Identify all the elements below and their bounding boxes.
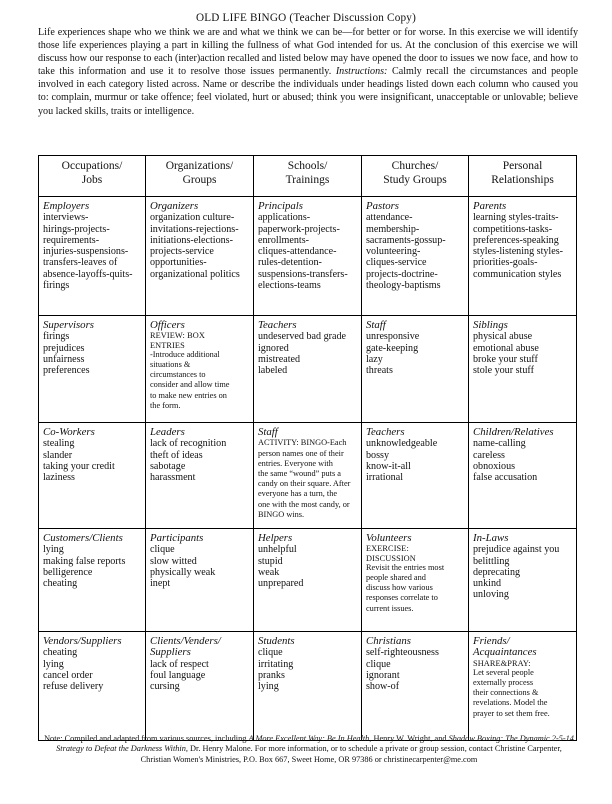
bingo-cell[interactable] <box>39 529 146 632</box>
cell-category: Teachers <box>366 426 405 438</box>
cell-note-line: Let several people <box>473 667 534 677</box>
cell-item: organization culture- <box>150 212 235 224</box>
cell-item: stole your stuff <box>473 365 534 377</box>
cell-item: enrollments- <box>258 234 310 246</box>
cell-item: lying <box>258 681 279 693</box>
cell-note-line: externally process <box>473 678 534 687</box>
column-header <box>254 156 362 197</box>
cell-item: obnoxious <box>473 460 516 472</box>
cell-note-line: prayer to set them free. <box>473 708 550 718</box>
bingo-cell[interactable] <box>362 423 469 529</box>
bingo-cell[interactable] <box>146 197 254 316</box>
cell-item: pranks <box>258 669 285 681</box>
bingo-cell[interactable] <box>254 529 362 632</box>
cell-item: unloving <box>473 589 509 601</box>
cell-activity-label: ENTRIES <box>150 340 185 350</box>
cell-category: Supervisors <box>43 319 94 331</box>
cell-category: Officers <box>150 319 185 331</box>
book-title-2: Shadow Boxing: The Dynamic 2-5-14 Strategy to Defeat the Darkness Within, <box>56 734 574 754</box>
footer-text-2: Henry W. Wright, and <box>371 734 449 743</box>
cell-item: cliques-service <box>366 257 427 269</box>
instructions-text: Calmly recall the circumstances and people involved in each category listed across. Name or describe the individuals under headings listed down each column who caused you to: complain, murmur or take offence; feel violated, hurt or abused; think you were insignificant, unacceptable or unlovable; believe you lacked skills, traits or intelligence. <box>38 66 578 117</box>
column-header <box>362 156 469 197</box>
cell-category: Co-Workers <box>43 426 95 438</box>
cell-item: unhelpful <box>258 544 297 556</box>
cell-item: foul language <box>150 669 206 681</box>
column-header-line-1: Churches/ <box>391 160 439 172</box>
footer-text-1: Note: Compiled and adapted from various sources, including <box>44 734 249 743</box>
book-title-1: A More Excellent Way: Be In Health, <box>248 734 372 743</box>
cell-category: Staff <box>258 426 278 438</box>
cell-item: broke your stuff <box>473 353 538 365</box>
column-header-line-1: Organizations/ <box>165 160 234 172</box>
bingo-cell[interactable] <box>469 316 577 423</box>
column-header-line-2: Trainings <box>285 174 330 186</box>
bingo-cell[interactable] <box>146 316 254 423</box>
cell-note-line: everyone has a turn, the <box>258 489 338 499</box>
bingo-cell[interactable] <box>254 316 362 423</box>
cell-item: clique <box>150 544 175 556</box>
cell-item: priorities-goals- <box>473 257 538 269</box>
cell-item: lack of respect <box>150 658 209 670</box>
cell-item: physical abuse <box>473 331 533 343</box>
cell-category: Students <box>258 635 295 647</box>
cell-item: suspensions-transfers- <box>258 268 348 280</box>
cell-item: prejudice against you <box>473 544 560 556</box>
cell-category: Siblings <box>473 319 508 331</box>
cell-item: know-it-all <box>366 460 411 472</box>
cell-item: communication styles <box>473 268 562 280</box>
bingo-cell[interactable] <box>146 529 254 632</box>
cell-activity-label: DISCUSSION <box>366 553 416 563</box>
grid-row <box>39 316 577 423</box>
cell-item: sacraments-gossup- <box>366 234 446 246</box>
cell-item: irritating <box>258 658 294 670</box>
cell-item: unfairness <box>43 353 85 365</box>
cell-item: stupid <box>258 555 283 567</box>
cell-item: unprepared <box>258 578 304 590</box>
column-header <box>469 156 577 197</box>
cell-item: clique <box>366 658 391 670</box>
cell-item: attendance- <box>366 212 413 224</box>
cell-item: emotional abuse <box>473 342 539 354</box>
cell-item: deprecating <box>473 566 521 578</box>
cell-item: stealing <box>43 438 75 450</box>
cell-category: Employers <box>43 200 90 212</box>
cell-item: organizational politics <box>150 268 240 280</box>
bingo-cell[interactable] <box>469 423 577 529</box>
cell-note-line: Revisit the entries most <box>366 562 445 572</box>
cell-item: ignored <box>258 342 289 354</box>
cell-item: firings <box>43 331 70 343</box>
cell-category: Vendors/Suppliers <box>43 635 122 647</box>
cell-item: requirements- <box>43 234 100 246</box>
grid-row <box>39 529 577 632</box>
cell-item: unkind <box>473 578 502 590</box>
cell-item: weak <box>258 566 280 578</box>
cell-category: Customers/Clients <box>43 532 123 544</box>
cell-item: prejudices <box>43 342 85 354</box>
cell-note-line: discuss how various <box>366 583 433 593</box>
cell-item: preferences-speaking <box>473 234 559 246</box>
cell-note-line: entries. Everyone with <box>258 458 333 468</box>
cell-item: irrational <box>366 472 403 484</box>
cell-item: sabotage <box>150 460 186 472</box>
page-title: OLD LIFE BINGO (Teacher Discussion Copy) <box>195 12 417 24</box>
cell-category: Christians <box>366 635 412 647</box>
cell-category: Clients/Venders/ <box>150 635 221 647</box>
cell-item: slander <box>43 449 73 461</box>
cell-item: name-calling <box>473 438 526 450</box>
cell-item: membership- <box>366 223 420 235</box>
cell-item: unknowledgeable <box>366 438 438 450</box>
bingo-cell[interactable] <box>39 197 146 316</box>
cell-note-line: to make new entries on <box>150 390 227 400</box>
cell-activity-label: SHARE&PRAY: <box>473 658 531 668</box>
cell-item: invitations-rejections- <box>150 223 239 235</box>
cell-note-line: person names one of their <box>258 448 344 458</box>
cell-note-line: the form. <box>150 400 181 410</box>
cell-item: taking your credit <box>43 460 115 472</box>
cell-note-line: current issues. <box>366 603 414 613</box>
bingo-cell[interactable] <box>254 423 362 529</box>
cell-note-line: the same “wound” puts a <box>258 468 341 478</box>
cell-item: elections-teams <box>258 280 321 292</box>
bingo-table <box>38 155 577 741</box>
cell-item: cheating <box>43 578 78 590</box>
cell-item: labeled <box>258 365 288 377</box>
cell-item: projects-service <box>150 246 214 258</box>
cell-item: refuse delivery <box>43 681 104 693</box>
column-header-line-2: Groups <box>182 174 217 186</box>
cell-category-cont: Acquaintances <box>473 646 537 659</box>
bingo-cell[interactable] <box>39 316 146 423</box>
bingo-grid <box>39 197 577 741</box>
instructions-label: Instructions: <box>335 66 388 78</box>
cell-category: Pastors <box>366 200 399 212</box>
cell-category: In-Laws <box>473 532 509 544</box>
column-header-line-1: Schools/ <box>287 160 328 172</box>
column-header-line-1: Personal <box>502 160 543 172</box>
cell-item: cliques-attendance- <box>258 246 337 258</box>
grid-row <box>39 423 577 529</box>
cell-item: injuries-suspensions- <box>43 246 129 258</box>
column-header <box>39 156 146 197</box>
cell-item: undeserved bad grade <box>258 331 346 343</box>
bingo-cell[interactable] <box>39 632 146 741</box>
cell-item: lying <box>43 658 64 670</box>
cell-item: slow witted <box>150 555 197 567</box>
cell-category: Parents <box>473 200 507 212</box>
cell-item: ignorant <box>366 669 400 681</box>
cell-item: styles-listening styles- <box>473 246 563 258</box>
bingo-cell[interactable] <box>362 529 469 632</box>
cell-item: gate-keeping <box>366 342 419 354</box>
bingo-cell[interactable] <box>146 423 254 529</box>
cell-note-line: circumstances to <box>150 370 206 380</box>
cell-item: physically weak <box>150 566 216 578</box>
cell-item: belligerence <box>43 566 93 578</box>
column-header-line-1: Occupations/ <box>61 160 123 172</box>
cell-activity-label: EXERCISE: <box>366 544 409 554</box>
cell-item: mistreated <box>258 353 301 365</box>
cell-item: theology-baptisms <box>366 280 441 292</box>
column-header-line-2: Relationships <box>491 174 554 186</box>
cell-note-line: one with the most candy, or <box>258 499 350 509</box>
cell-activity-label: REVIEW: BOX <box>150 331 205 341</box>
bingo-cell[interactable] <box>146 632 254 741</box>
cell-item: absence-layoffs-quits- <box>43 268 133 280</box>
cell-category: Principals <box>258 200 303 212</box>
column-header-line-2: Study Groups <box>383 174 447 186</box>
header-row <box>39 156 577 197</box>
cell-category: Children/Relatives <box>473 426 554 438</box>
cell-item: learning styles-traits- <box>473 212 559 224</box>
cell-note-line: consider and allow time <box>150 380 230 390</box>
cell-category: Teachers <box>258 319 297 331</box>
cell-item: bossy <box>366 449 389 461</box>
cell-item: lack of recognition <box>150 438 227 450</box>
cell-item: lying <box>43 544 64 556</box>
cell-category: Staff <box>366 319 386 331</box>
cell-item: threats <box>366 365 393 377</box>
bingo-cell[interactable] <box>39 423 146 529</box>
cell-item: belittling <box>473 555 510 567</box>
cell-category: Leaders <box>150 426 185 438</box>
bingo-cell[interactable] <box>254 197 362 316</box>
cell-category-cont: Suppliers <box>150 646 191 659</box>
cell-item: cancel order <box>43 669 93 681</box>
cell-item: laziness <box>43 472 75 484</box>
cell-category: Volunteers <box>366 532 412 544</box>
cell-item: theft of ideas <box>150 449 203 461</box>
bingo-cell[interactable] <box>362 632 469 741</box>
cell-item: false accusation <box>473 472 538 484</box>
column-header <box>146 156 254 197</box>
intro-paragraph <box>38 26 578 118</box>
grid-row <box>39 197 577 316</box>
bingo-cell[interactable] <box>362 197 469 316</box>
footer-note <box>44 734 574 765</box>
cell-category: Helpers <box>258 532 293 544</box>
bingo-cell[interactable] <box>469 632 577 741</box>
cell-item: inept <box>150 578 171 590</box>
bingo-cell[interactable] <box>469 197 577 316</box>
bingo-cell[interactable] <box>254 632 362 741</box>
cell-item: firings <box>43 280 70 292</box>
column-header-line-2: Jobs <box>81 174 103 186</box>
cell-item: hirings-projects- <box>43 223 110 235</box>
cell-note-line: candy on their square. After <box>258 479 351 489</box>
cell-item: cursing <box>150 681 180 693</box>
cell-category: Friends/ <box>473 635 510 647</box>
cell-item: interviews- <box>43 212 89 224</box>
cell-note-line: -Introduce additional <box>150 349 220 359</box>
cell-item: opportunities- <box>150 257 207 269</box>
cell-item: volunteering- <box>366 246 421 258</box>
cell-note-line: responses correlate to <box>366 593 438 603</box>
bingo-cell[interactable] <box>362 316 469 423</box>
cell-item: cheating <box>43 647 78 659</box>
cell-item: harassment <box>150 472 196 484</box>
cell-item: applications- <box>258 212 311 224</box>
cell-item: lazy <box>366 353 383 365</box>
cell-item: show-of <box>366 681 400 693</box>
grid-row <box>39 632 577 741</box>
footer-text-3: Dr. Henry Malone. For more information, or to schedule a private or group session, contact Christine Carpenter, Christian Women's Ministries, P.O. Box 667, Sweet Home, OR 97386 or christinecarpenter@me.com <box>140 744 562 764</box>
cell-note-line: situations & <box>150 359 191 369</box>
cell-item: paperwork-projects- <box>258 223 340 235</box>
cell-item: unresponsive <box>366 331 420 343</box>
cell-item: projects-doctrine- <box>366 268 438 280</box>
cell-category: Organizers <box>150 200 199 212</box>
cell-note-line: their connections & <box>473 688 539 698</box>
cell-category: Participants <box>150 532 204 544</box>
cell-item: self-righteousness <box>366 647 439 659</box>
cell-note-line: ACTIVITY: BINGO-Each <box>258 438 347 448</box>
cell-note-line: BINGO wins. <box>258 509 305 519</box>
cell-item: careless <box>473 449 505 461</box>
cell-item: clique <box>258 647 283 659</box>
cell-item: preferences <box>43 365 90 377</box>
cell-item: making false reports <box>43 555 126 567</box>
bingo-cell[interactable] <box>469 529 577 632</box>
cell-note-line: people shared and <box>366 572 426 582</box>
cell-item: transfers-leaves of <box>43 257 118 269</box>
cell-note-line: revelations. Model the <box>473 698 548 708</box>
intro-text: Life experiences shape who we think we are and what we think we can be—for better or for worse. In this exercise we will identify those life experiences playing a part in killing the fullness of what God intended for us. At the conclusion of this exercise we will discuss how our response to each (inter)action recalled and listed below may have opened the door to issues we now face, and how to take this information and use it to resolve those issues permanently. <box>38 27 578 78</box>
cell-item: competitions-tasks- <box>473 223 553 235</box>
cell-item: initiations-elections- <box>150 234 233 246</box>
cell-item: rules-detention- <box>258 257 322 269</box>
